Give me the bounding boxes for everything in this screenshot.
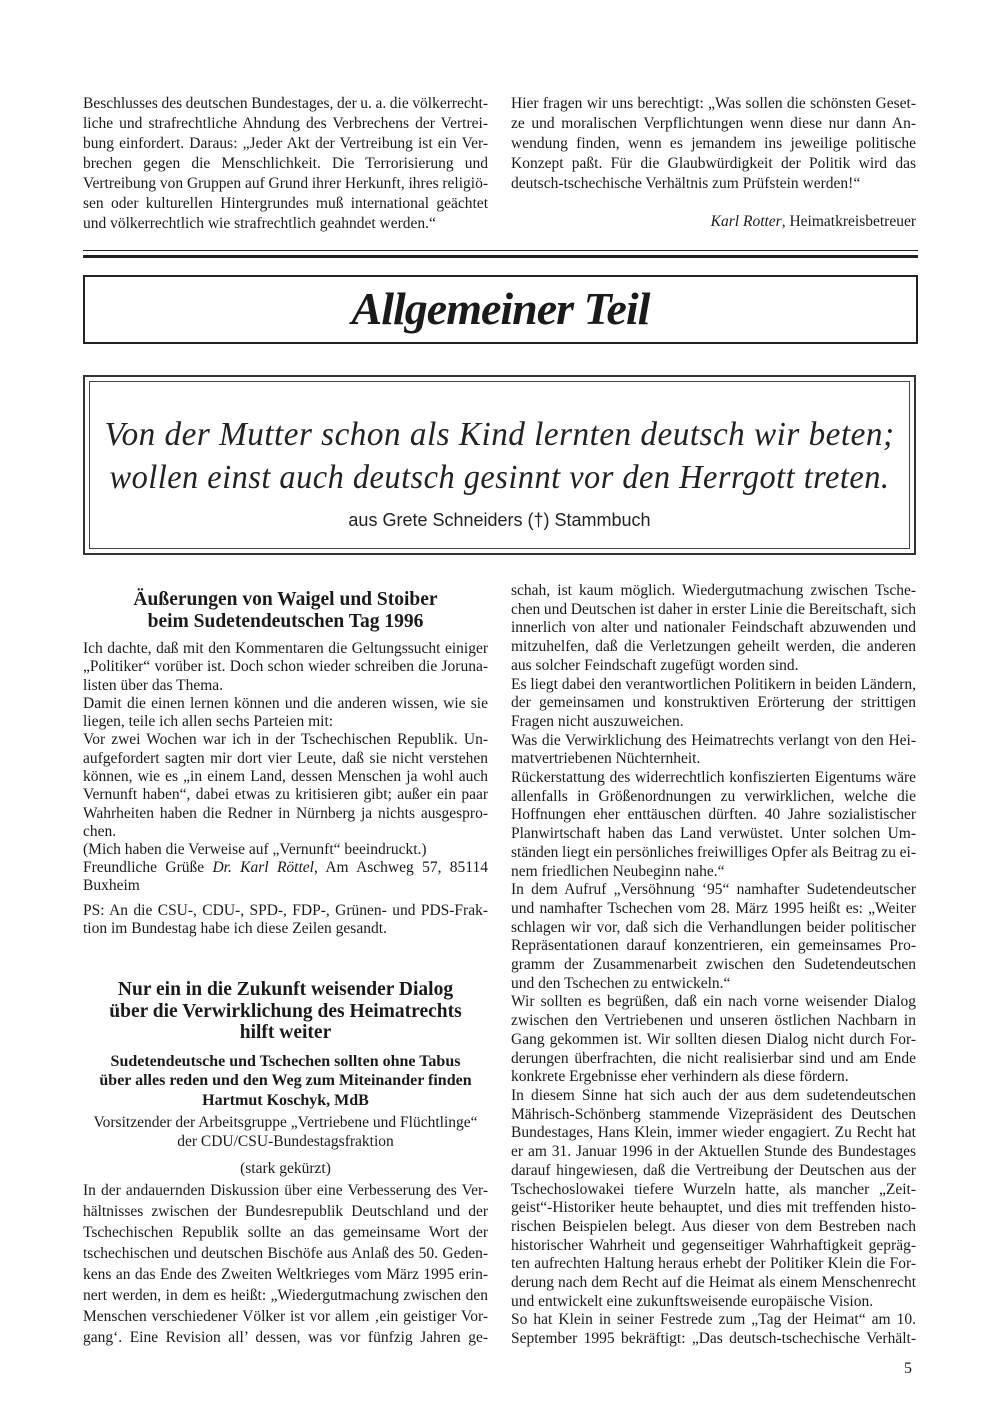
text-line	[83, 841, 488, 859]
author-role-line: Vorsitzender der Arbeitsgruppe „Vertriebene und Flüchtlinge“	[93, 1114, 478, 1131]
text-line-content: schlagen wir vor, daß sich die Verhandlungen beider politischer	[511, 918, 916, 936]
text-line	[511, 769, 916, 788]
signature-name: Karl Rotter	[710, 213, 782, 230]
text-line-content: hältnisses zwischen der Bundesrepublik Deutschland und der	[83, 1203, 488, 1220]
text-line	[511, 788, 916, 807]
section-divider	[83, 250, 918, 258]
text-line-content: Ich dachte, daß mit den Kommentaren die Geltungssucht einiger	[83, 640, 488, 657]
text-line	[83, 1201, 488, 1222]
text-line-content: Rückerstattung des widerrechtlich konfiszierten Eigentums wäre	[511, 769, 916, 787]
author-city: Buxheim	[83, 877, 140, 895]
text-line-content: bung einfordert. Daraus: „Jeder Akt der Vertreibung ist ein Ver-	[83, 135, 488, 152]
text-line	[83, 731, 488, 749]
text-line-content: Wahrheiten haben die Redner in Nürnberg ja nichts ausgespro-	[83, 804, 488, 822]
text-line	[511, 1181, 916, 1200]
text-line	[83, 114, 488, 134]
text-line-content: ten aufrechten Haltung heraus erhebt der Politiker Klein die For-	[511, 1255, 916, 1273]
text-line-content: tion im Bundestag habe ich diese Zeilen gesandt.	[83, 920, 387, 938]
text-line	[83, 658, 488, 676]
text-line-content: und entwickelt eine zukunftsweisende europäische Vision.	[511, 1292, 874, 1310]
text-line	[511, 1311, 916, 1330]
article2-subtitle-line: über alles reden und den Weg zum Miteinander finden	[99, 1072, 472, 1089]
text-line-content: Hier fragen wir uns berechtigt: „Was sollen die schönsten Geset-	[511, 95, 916, 112]
text-line-content: sen oder kulturellen Hintergrundes muß international geächtet	[83, 195, 488, 212]
text-line	[83, 750, 488, 768]
text-line-content: Vor zwei Wochen war ich in der Tschechischen Republik. Un-	[83, 731, 488, 749]
text-line-content: Konzept paßt. Für die Glaubwürdigkeit der Politik wird das	[511, 155, 916, 172]
section-title: Allgemeiner Teil	[351, 283, 650, 334]
text-line	[511, 134, 916, 154]
text-line	[83, 805, 488, 823]
text-line-content: und den Tschechen zu entwickeln.“	[511, 974, 731, 992]
text-line-content: Mährisch-Schönberg stammende Vizepräsident des Deutschen	[511, 1105, 916, 1123]
text-line-content: Vernunft haben“, dabei etwas zu kritisieren gibt; außer ein paar	[83, 786, 488, 804]
article2-title	[83, 979, 488, 1044]
motto-box	[83, 375, 916, 555]
text-line	[511, 1162, 916, 1181]
text-line	[511, 638, 916, 657]
text-line	[511, 1218, 916, 1237]
author-name: Dr. Karl Röttel,	[212, 859, 318, 876]
text-line-content: Bundestages, Hans Klein, immer wieder engagiert. Zu Recht hat	[511, 1124, 916, 1142]
section-title-box	[83, 275, 918, 344]
text-line	[83, 823, 488, 841]
text-line	[511, 676, 916, 695]
text-line	[83, 1327, 488, 1348]
text-line-content: (Mich haben die Verweise auf „Vernunft“ beeindruckt.)	[83, 841, 427, 859]
text-line-content: Repräsentationen darauf konzentrieren, ein gemeinsames Pro-	[511, 937, 916, 955]
article2-body-left	[83, 1180, 488, 1348]
article2-title-line: hilft weiter	[239, 1022, 332, 1043]
text-line	[83, 134, 488, 154]
text-line-content: und völkerrechtlich wie strafrechtlich geahndet werden.“	[83, 215, 436, 232]
text-line	[83, 214, 488, 234]
text-line	[511, 582, 916, 601]
text-line-content: chen und Deutschen ist daher in erster Linie die Bereitschaft, sich	[511, 600, 916, 618]
text-line-content: geist“-Historiker heute behauptet, und dies mit treffenden histo-	[511, 1199, 916, 1217]
text-line	[511, 1124, 916, 1143]
text-line	[83, 1285, 488, 1306]
text-line-content: rischen Beispielen belegt. Aus dieser von dem Bestreben nach	[511, 1217, 916, 1235]
text-line	[511, 844, 916, 863]
article2-subtitle	[83, 1052, 488, 1090]
text-line-content: der gemeinsamen und konstruktiven Erörterung der strittigen	[511, 694, 916, 712]
text-line	[511, 937, 916, 956]
article1-body	[83, 640, 488, 860]
text-line-content: listen über das Thema.	[83, 676, 224, 694]
article1-ps	[83, 902, 488, 939]
text-line-content: deutsch-tschechische Verhältnis zum Prüfstein werden!“	[511, 175, 861, 192]
text-line-content: allenfalls in Größenordnungen zu verwirklichen, welche die	[511, 787, 916, 805]
text-line-content: tschechischen und deutschen Bischöfe aus Anlaß des 50. Geden-	[83, 1245, 488, 1262]
article1-greeting	[83, 859, 488, 896]
article1-title	[83, 589, 488, 632]
text-line-content: Tschechoslowakei tiefere Wurzeln hatte, als mancher „Zeit-	[511, 1180, 916, 1198]
text-line-content: aus solcher Feindschaft zugefügt worden sind.	[511, 656, 799, 674]
text-line-content: brechen gegen die Menschlichkeit. Die Terrorisierung und	[83, 155, 488, 172]
text-line-content: liche und strafrechtliche Ahndung des Verbrechens der Vertrei-	[83, 115, 488, 132]
text-line	[511, 1293, 916, 1312]
text-line	[511, 114, 916, 134]
article1-title-line: Äußerungen von Waigel und Stoiber	[133, 589, 438, 610]
text-line-content: Wir sollten es begrüßen, daß ein nach vorne weisender Dialog	[511, 993, 916, 1011]
signature-role: , Heimatkreisbetreuer	[781, 213, 916, 230]
text-line-content: schah, ist kaum möglich. Wiedergutmachung zwischen Tsche-	[511, 582, 916, 599]
text-line	[511, 993, 916, 1012]
text-line	[83, 677, 488, 695]
signature	[511, 213, 916, 231]
text-line-content: Gang gekommen ist. Wir sollten diesen Dialog nicht durch For-	[511, 1030, 916, 1048]
article2-author: Hartmut Koschyk, MdB	[202, 1092, 369, 1109]
text-line-content: nem friedlichen Neubeginn nahe.“	[511, 862, 725, 880]
text-line	[511, 154, 916, 174]
text-line-content: innerlich von alter und nationaler Feindschaft abzuwenden und	[511, 619, 916, 637]
text-line-content: kens an das Ende des Zweiten Weltkrieges vom März 1995 erin-	[83, 1266, 488, 1283]
motto-line-2: wollen einst auch deutsch gesinnt vor den Herrgott treten.	[109, 459, 890, 496]
text-line-content: In der andauernden Diskussion über eine Verbesserung des Ver-	[83, 1182, 488, 1199]
text-line-content: gang‘. Eine Revision all’ dessen, was vor fünfzig Jahren ge-	[83, 1329, 488, 1346]
text-line	[83, 902, 488, 920]
text-line	[511, 956, 916, 975]
text-line-content: und namhafter Tschechen vom 28. März 1995 heißt es: „Weiter	[511, 899, 916, 917]
text-line	[83, 154, 488, 174]
top-right-text	[511, 94, 916, 194]
text-line	[511, 174, 916, 194]
text-line	[511, 1237, 916, 1256]
text-line	[511, 732, 916, 751]
text-line-content: Menschen verschiedener Völker ist vor allem ‚ein geistiger Vor-	[83, 1308, 488, 1325]
text-line-content: Hoffnungen eher enttäuschen dürften. 40 Jahre sozialistischer	[511, 806, 916, 824]
text-line-content: können, wie es „in einem Land, dessen Menschen ja wohl auch	[83, 768, 488, 786]
text-line	[511, 1106, 916, 1125]
text-line-content: wendung finden, wenn es jemandem ins jeweilige politische	[511, 135, 916, 152]
text-line	[83, 768, 488, 786]
article2-title-line: über die Verwirklichung des Heimatrechts	[109, 1000, 462, 1022]
text-line	[83, 174, 488, 194]
text-line	[511, 1199, 916, 1218]
article2-body-right	[511, 582, 916, 1349]
text-line-content: derung nach dem Recht auf die Heimat als einem Menschenrecht	[511, 1274, 916, 1292]
text-line-content: „Politiker“ vorüber ist. Doch schon wieder schreiben die Joruna-	[83, 658, 488, 676]
motto-source: aus Grete Schneiders (†) Stammbuch	[348, 510, 651, 530]
text-line	[511, 601, 916, 620]
text-line	[511, 657, 916, 676]
text-line	[511, 1274, 916, 1293]
text-line	[83, 194, 488, 214]
text-line-content: liegen, teile ich allen sechs Parteien mit:	[83, 713, 334, 731]
text-line-content: In dem Aufruf „Versöhnung ‘95“ namhafter Sudetendeutscher	[511, 881, 916, 899]
text-line-content: nert werden, in dem es heißt: „Wiedergutmachung zwischen den	[83, 1287, 488, 1304]
text-line-content: So hat Klein in seiner Festrede zum „Tag der Heimat“ am 10.	[511, 1311, 916, 1329]
text-line-content: Tschechischen Republik sollte an das gemeinsame Wort der	[83, 1224, 488, 1241]
text-line	[83, 1222, 488, 1243]
text-line-content: darauf hingewiesen, daß die Vertreibung der Deutschen aus der	[511, 1161, 916, 1179]
text-line	[511, 94, 916, 114]
text-line-content: derungen überfrachten, die nicht realisierbar sind und am Ende	[511, 1049, 916, 1067]
text-line	[511, 1068, 916, 1087]
text-line	[83, 713, 488, 731]
text-line	[83, 1180, 488, 1201]
text-line	[83, 1243, 488, 1264]
text-line-content: chen.	[83, 822, 117, 840]
text-line	[511, 1012, 916, 1031]
text-line	[511, 806, 916, 825]
text-line	[83, 1306, 488, 1327]
text-line	[511, 1087, 916, 1106]
text-line	[511, 1143, 916, 1162]
text-line	[511, 881, 916, 900]
text-line	[511, 1255, 916, 1274]
text-line	[83, 640, 488, 658]
text-line	[83, 786, 488, 804]
text-line-content: Fragen nicht auszuweichen.	[511, 712, 684, 730]
text-line-content: zwischen den Vertriebenen und unseren östlichen Nachbarn in	[511, 1012, 916, 1030]
page-number: 5	[904, 1360, 912, 1377]
text-line	[511, 619, 916, 638]
text-line	[83, 1264, 488, 1285]
text-line-content: Vertreibung von Gruppen auf Grund ihrer Herkunft, ihres religiö-	[83, 175, 488, 192]
text-line-content: ständen liegt ein persönliches freiwilliges Opfer als Beitrag zu ei-	[511, 843, 916, 861]
text-line-content: gramm der Zusammenarbeit zwischen den Sudetendeutschen	[511, 956, 916, 974]
text-line-content: In diesem Sinne hat sich auch der aus dem sudetendeutschen	[511, 1086, 916, 1104]
text-line	[511, 900, 916, 919]
article2-subtitle-line: Sudetendeutsche und Tschechen sollten ohne Tabus	[110, 1053, 461, 1070]
article2-note: (stark gekürzt)	[240, 1160, 331, 1177]
author-address: Am Aschweg 57, 85114	[317, 859, 488, 876]
text-line	[511, 975, 916, 994]
article2-title-line: Nur ein in die Zukunft weisender Dialog	[117, 979, 454, 1000]
text-line	[83, 920, 488, 938]
text-line	[511, 1050, 916, 1069]
text-line	[511, 825, 916, 844]
text-line	[511, 713, 916, 732]
text-line	[511, 694, 916, 713]
text-line-content: historischer Wahrheit und gegenseitiger Wahrhaftigkeit gepräg-	[511, 1236, 916, 1254]
text-line	[511, 1031, 916, 1050]
text-line-content: Damit die einen lernen können und die anderen wissen, wie sie	[83, 694, 488, 712]
text-line-content: er am 31. Januar 1996 in der Aktuellen Stunde des Bundestages	[511, 1143, 916, 1161]
greeting-text: Freundliche Grüße	[83, 859, 213, 876]
text-line-content: Es liegt dabei den verantwortlichen Politikern in beiden Ländern,	[511, 675, 916, 693]
text-line-content: Beschlusses des deutschen Bundestages, der u. a. die völkerrecht-	[83, 95, 488, 112]
text-line-content: matvertriebenen Nüchternheit.	[511, 750, 701, 768]
text-line	[83, 695, 488, 713]
article1-title-line: beim Sudetendeutschen Tag 1996	[147, 610, 424, 632]
text-line-content: September 1995 bekräftigt: „Das deutsch-tschechische Verhält-	[511, 1330, 916, 1348]
text-line-content: konkrete Ergebnisse eher verhindern als diese fördern.	[511, 1068, 849, 1086]
motto-line-1: Von der Mutter schon als Kind lernten deutsch wir beten;	[104, 416, 895, 453]
text-line	[511, 863, 916, 882]
text-line-content: Was die Verwirklichung des Heimatrechts verlangt von den Hei-	[511, 731, 916, 749]
author-role-line: der CDU/CSU-Bundestagsfraktion	[177, 1133, 394, 1150]
text-line-content: aufgefordert sagten mir dort vier Leute, daß sie nicht verstehen	[83, 749, 488, 767]
motto-inner-frame	[89, 381, 910, 549]
text-line	[511, 750, 916, 769]
text-line	[83, 94, 488, 114]
text-line	[511, 919, 916, 938]
text-line-content: PS: An die CSU-, CDU-, SPD-, FDP-, Grünen- und PDS-Frak-	[83, 902, 488, 919]
text-line	[511, 1330, 916, 1349]
text-line-content: ze und moralischen Verpflichtungen wenn diese nur dann An-	[511, 115, 916, 132]
text-line-content: mitzuhelfen, daß die Verletzungen geheilt werden, die anderen	[511, 638, 916, 656]
text-line-content: Planwirtschaft haben das Land verwüstet. Unter solchen Um-	[511, 825, 916, 843]
article2-author-role	[83, 1113, 488, 1151]
top-left-text	[83, 94, 488, 234]
